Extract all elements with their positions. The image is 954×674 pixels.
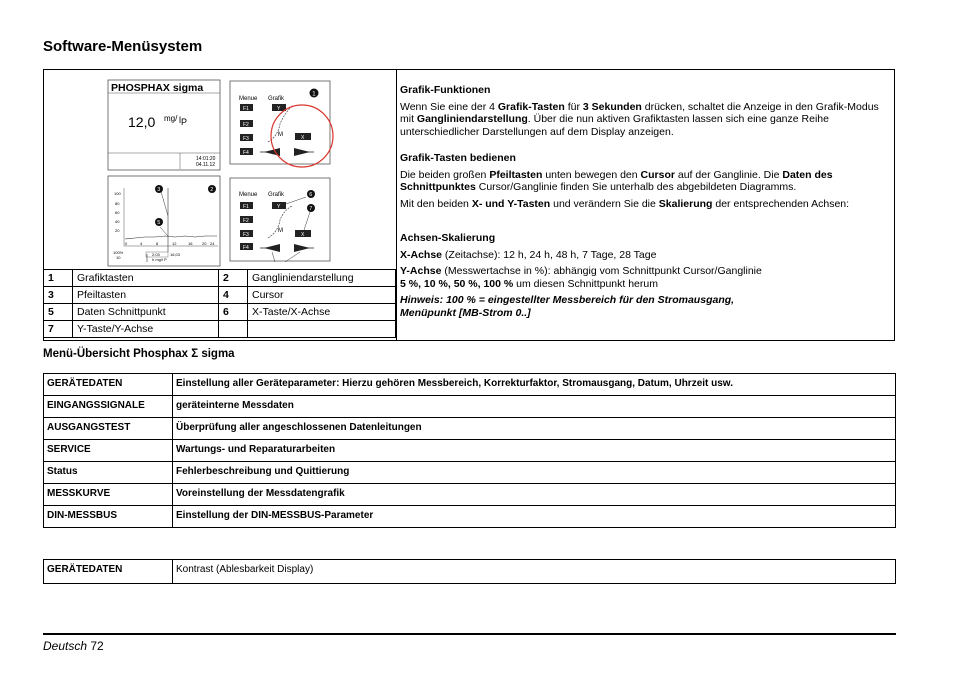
- unit-sup: mg/: [164, 114, 178, 123]
- table-row: MESSKURVE Voreinstellung der Messdatengrafik: [44, 484, 896, 506]
- paragraph-pfeiltasten: Die beiden großen Pfeiltasten unten bewegen den Cursor auf der Ganglinie. Die Daten des Schnittpunktes Cursor/Ganglinie finden Sie unterhalb des abgebildeten Diagramms.: [400, 168, 833, 193]
- table-row: AUSGANGSTEST Überprüfung aller angeschlossenen Datenleitungen: [44, 418, 896, 440]
- panel2-menue-label: Menue: [239, 192, 258, 198]
- footer-language: Deutsch: [43, 639, 88, 653]
- geraetedaten-table: [43, 559, 896, 584]
- key-f3: F3: [243, 136, 249, 142]
- grafik-description: [400, 84, 888, 319]
- x-tick-8: 8: [156, 241, 159, 246]
- x-tick-0: 0: [125, 241, 128, 246]
- key-f4: F4: [243, 150, 249, 156]
- key-y: Y: [277, 106, 281, 112]
- paragraph-y-achse: Y-Achse (Messwertachse in %): abhängig vom Schnittpunkt Cursor/Ganglinie 5 %, 10 %, 50 %, 100 % um diesen Schnittpunkt herum: [400, 265, 762, 290]
- svg-text:7: 7: [309, 206, 313, 213]
- legend-row: 1 Grafiktasten 2 Gangliniendarstellung: [44, 270, 396, 287]
- bottom-left-label: 100%: [113, 250, 124, 255]
- key-f2: F2: [243, 122, 249, 128]
- unit-sub: l: [179, 115, 181, 125]
- device-time: 14:01:20: [196, 156, 216, 162]
- device-name: PHOSPHAX sigma: [111, 82, 204, 94]
- table-row: SERVICE Wartungs- und Reparaturarbeiten: [44, 440, 896, 462]
- heading-achsen-skalierung: Achsen-Skalierung: [400, 232, 496, 244]
- footer-divider: [43, 633, 896, 635]
- legend-table: [43, 269, 396, 338]
- paragraph-x-achse: X-Achse (Zeitachse): 12 h, 24 h, 48 h, 7 Tage, 28 Tage: [400, 248, 657, 261]
- heading-grafik-funktionen: Grafik-Funktionen: [400, 84, 491, 96]
- x-tick-4: 4: [140, 241, 143, 246]
- y-tick-40: 40: [115, 219, 120, 224]
- menu-overview-table: [43, 373, 896, 528]
- footer-page-number: 72: [90, 639, 104, 653]
- svg-text:2: 2: [210, 187, 214, 194]
- key2-f2: F2: [243, 218, 249, 224]
- legend-row: 3 Pfeiltasten 4 Cursor: [44, 287, 396, 304]
- panel2-grafik-label: Grafik: [268, 192, 285, 198]
- x-tick-20: 20: [202, 241, 207, 246]
- page-footer: [43, 639, 104, 653]
- legend-row: 7 Y-Taste/Y-Achse: [44, 321, 396, 338]
- bottom-left-label-2: 10: [116, 255, 121, 260]
- svg-text:6: 6: [309, 192, 313, 199]
- paragraph-grafik-modus: Wenn Sie eine der 4 Grafik-Tasten für 3 Sekunden drücken, schaltet die Anzeige in den Grafik-Modus mit Gangliniendarstellung. Über die nun aktiven Grafiktasten lassen sich eine ganze Reihe unterschiedlicher Darstellungen auf dem Display anzeigen.: [400, 100, 879, 138]
- key2-f4: F4: [243, 245, 249, 251]
- cursor-unit: h mg/l P: [152, 257, 167, 262]
- cursor-x-value: 2:03: [152, 252, 160, 257]
- paragraph-skalierung: Mit den beiden X- und Y-Tasten und verändern Sie die Skalierung der entsprechenden Achsen:: [400, 197, 850, 210]
- y-tick-60: 60: [115, 210, 120, 215]
- display-illustrations: [100, 76, 340, 268]
- device-value: 12,0: [128, 114, 156, 130]
- column-divider: [396, 69, 397, 341]
- panel-grafik-label: Grafik: [268, 96, 285, 102]
- table-row: GERÄTEDATEN Einstellung aller Geräteparameter: Hierzu gehören Messbereich, Korrekturfaktor, Stromausgang, Datum, Uhrzeit usw.: [44, 374, 896, 396]
- key-f1: F1: [243, 106, 249, 112]
- x-tick-16: 16: [188, 241, 193, 246]
- table-row: DIN-MESSBUS Einstellung der DIN-MESSBUS-Parameter: [44, 506, 896, 528]
- legend-row: 5 Daten Schnittpunkt 6 X-Taste/X-Achse: [44, 304, 396, 321]
- heading-grafik-tasten: Grafik-Tasten bedienen: [400, 152, 516, 164]
- note-hinweis: Hinweis: 100 % = eingestellter Messbereich für den Stromausgang, Menüpunkt [MB-Strom 0..]: [400, 294, 735, 319]
- menu-overview-heading: Menü-Übersicht Phosphax Σ sigma: [43, 348, 235, 360]
- page-title: Software-Menüsystem: [43, 38, 203, 55]
- y-tick-100: 100: [114, 191, 121, 196]
- key2-x: X: [301, 232, 305, 238]
- y-tick-20: 20: [115, 228, 120, 233]
- panel-menue-label: Menue: [239, 96, 258, 102]
- key2-y: Y: [277, 204, 281, 210]
- table-row: GERÄTEDATEN Kontrast (Ablesbarkeit Display): [44, 560, 896, 584]
- device-date: 04.11.12: [196, 162, 216, 168]
- cursor-y-value: 16,03: [170, 252, 181, 257]
- table-row: EINGANGSSIGNALE geräteinterne Messdaten: [44, 396, 896, 418]
- x-tick-12: 12: [172, 241, 177, 246]
- svg-text:3: 3: [157, 187, 161, 194]
- y-tick-80: 80: [115, 201, 120, 206]
- panel-m-label: M: [278, 132, 283, 138]
- key2-f3: F3: [243, 232, 249, 238]
- svg-text:1: 1: [312, 91, 316, 98]
- svg-text:5: 5: [157, 220, 161, 227]
- table-row: Status Fehlerbeschreibung und Quittierung: [44, 462, 896, 484]
- panel2-m-label: M: [278, 228, 283, 234]
- x-tick-24: 24: [210, 241, 215, 246]
- key-x: X: [301, 135, 305, 141]
- key2-f1: F1: [243, 204, 249, 210]
- unit-suffix: P: [181, 117, 188, 127]
